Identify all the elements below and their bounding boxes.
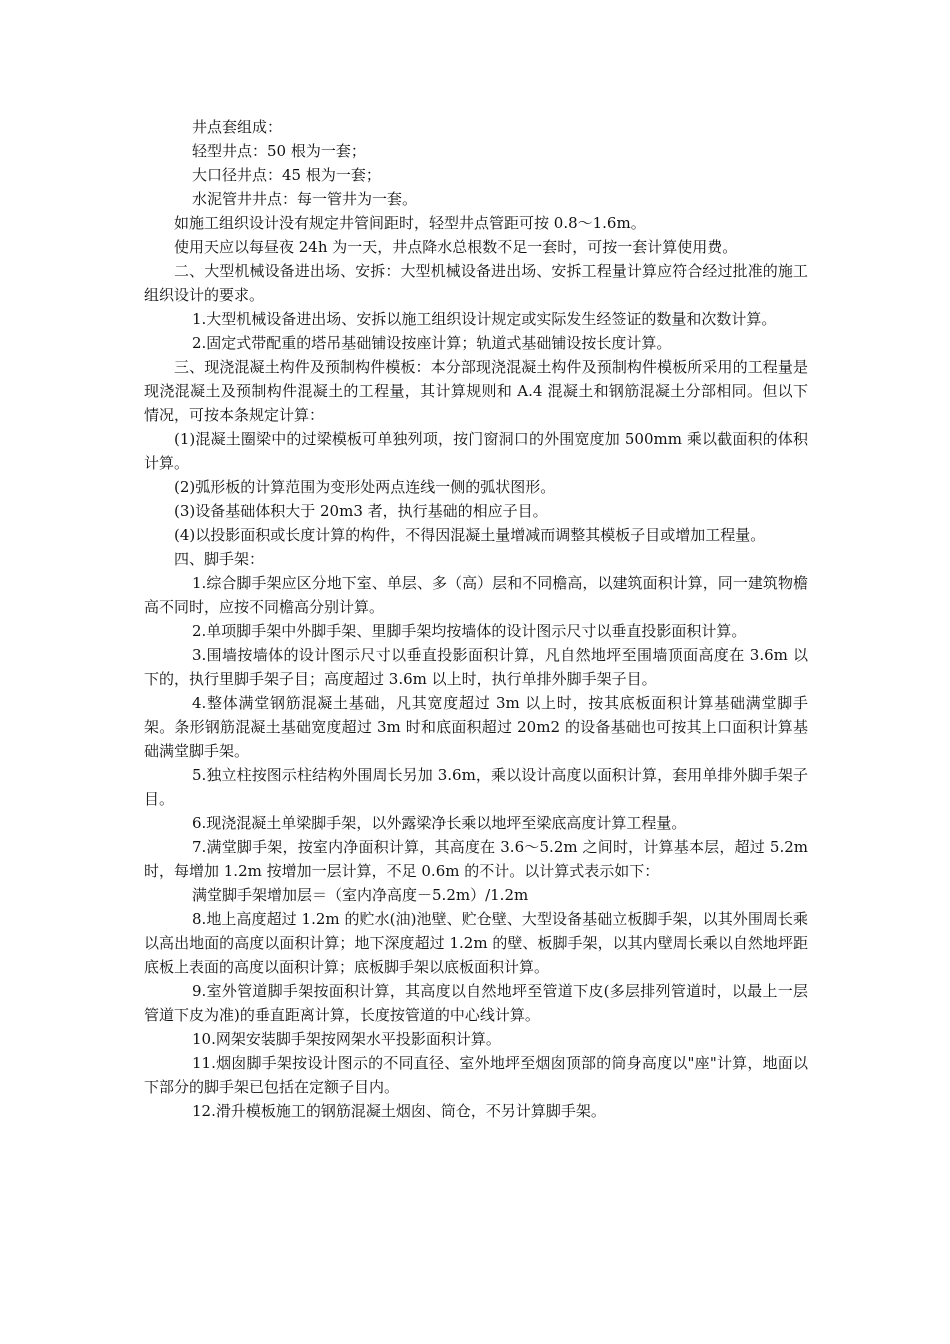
paragraph-scaffold-10: 10.网架安装脚手架按网架水平投影面积计算。	[192, 1030, 501, 1048]
paragraph-scaffold-3: 3.围墙按墙体的设计图示尺寸以垂直投影面积计算，凡自然地坪至围墙顶面高度在 3.6m 以下的，执行里脚手架子目；高度超过 3.6m 以上时，执行单排外脚手架子目。	[144, 646, 808, 688]
paragraph-formwork-2: (2)弧形板的计算范围为变形处两点连线一侧的弧状图形。	[174, 478, 556, 496]
paragraph-scaffold-formula: 满堂脚手架增加层＝（室内净高度－5.2m）/1.2m	[192, 886, 529, 904]
paragraph-formwork-3: (3)设备基础体积大于 20m3 者，执行基础的相应子目。	[174, 502, 548, 520]
paragraph-well-set: 井点套组成：	[192, 118, 283, 136]
paragraph-usage-days: 使用天应以每昼夜 24h 为一天，井点降水总根数不足一套时，可按一套计算使用费。	[174, 238, 738, 256]
paragraph-light-well: 轻型井点：50 根为一套；	[192, 142, 366, 160]
paragraph-scaffold-6: 6.现浇混凝土单梁脚手架，以外露梁净长乘以地坪至梁底高度计算工程量。	[192, 814, 687, 832]
section-heading-formwork: 三、现浇混凝土构件及预制构件模板：本分部现浇混凝土构件及预制构件模板所采用的工程量是现浇混凝土及预制构件混凝土的工程量，其计算规则和 A.4 混凝土和钢筋混凝土分部相同。但以下情况，可按本条规定计算：	[144, 358, 808, 424]
paragraph-cement-well: 水泥管井井点：每一管井为一套。	[192, 190, 418, 208]
paragraph-machinery-2: 2.固定式带配重的塔吊基础铺设按座计算；轨道式基础铺设按长度计算。	[192, 334, 672, 352]
document-body	[144, 115, 808, 1123]
paragraph-scaffold-7: 7.满堂脚手架，按室内净面积计算，其高度在 3.6～5.2m 之间时，计算基本层，超过 5.2m 时，每增加 1.2m 按增加一层计算，不足 0.6m 的不计。以计算式表示如下：	[144, 838, 808, 880]
paragraph-scaffold-2: 2.单项脚手架中外脚手架、里脚手架均按墙体的设计图示尺寸以垂直投影面积计算。	[192, 622, 747, 640]
paragraph-well-spacing: 如施工组织设计没有规定井管间距时，轻型井点管距可按 0.8～1.6m。	[174, 214, 646, 232]
paragraph-machinery-1: 1.大型机械设备进出场、安拆以施工组织设计规定或实际发生经签证的数量和次数计算。	[192, 310, 777, 328]
paragraph-large-well: 大口径井点：45 根为一套；	[192, 166, 381, 184]
paragraph-scaffold-9: 9.室外管道脚手架按面积计算，其高度以自然地坪至管道下皮(多层排列管道时，以最上一层管道下皮为准)的垂直距离计算，长度按管道的中心线计算。	[144, 982, 808, 1024]
section-heading-machinery: 二、大型机械设备进出场、安拆：大型机械设备进出场、安拆工程量计算应符合经过批准的施工组织设计的要求。	[144, 262, 808, 304]
paragraph-scaffold-11: 11.烟囱脚手架按设计图示的不同直径、室外地坪至烟囱顶部的筒身高度以"座"计算，地面以下部分的脚手架已包括在定额子目内。	[144, 1054, 808, 1096]
section-heading-scaffolding: 四、脚手架：	[174, 550, 265, 568]
paragraph-scaffold-4: 4.整体满堂钢筋混凝土基础，凡其宽度超过 3m 以上时，按其底板面积计算基础满堂脚手架。条形钢筋混凝土基础宽度超过 3m 时和底面积超过 20m2 的设备基础也可按其上口面积计算基础满堂脚手架。	[144, 694, 808, 760]
paragraph-scaffold-8: 8.地上高度超过 1.2m 的贮水(油)池壁、贮仓壁、大型设备基础立板脚手架，以其外围周长乘以高出地面的高度以面积计算；地下深度超过 1.2m 的壁、板脚手架，以其内壁周长乘以自然地坪距底板上表面的高度以面积计算；底板脚手架以底板面积计算。	[144, 910, 808, 976]
paragraph-formwork-4: (4)以投影面积或长度计算的构件，不得因混凝土量增减而调整其模板子目或增加工程量。	[174, 526, 766, 544]
paragraph-scaffold-5: 5.独立柱按图示柱结构外围周长另加 3.6m，乘以设计高度以面积计算，套用单排外脚手架子目。	[144, 766, 808, 808]
paragraph-scaffold-1: 1.综合脚手架应区分地下室、单层、多（高）层和不同檐高，以建筑面积计算，同一建筑物檐高不同时，应按不同檐高分别计算。	[144, 574, 808, 616]
paragraph-scaffold-12: 12.滑升模板施工的钢筋混凝土烟囱、筒仓，不另计算脚手架。	[192, 1102, 606, 1120]
paragraph-formwork-1: (1)混凝土圈梁中的过梁模板可单独列项，按门窗洞口的外围宽度加 500mm 乘以截面积的体积计算。	[144, 430, 808, 472]
